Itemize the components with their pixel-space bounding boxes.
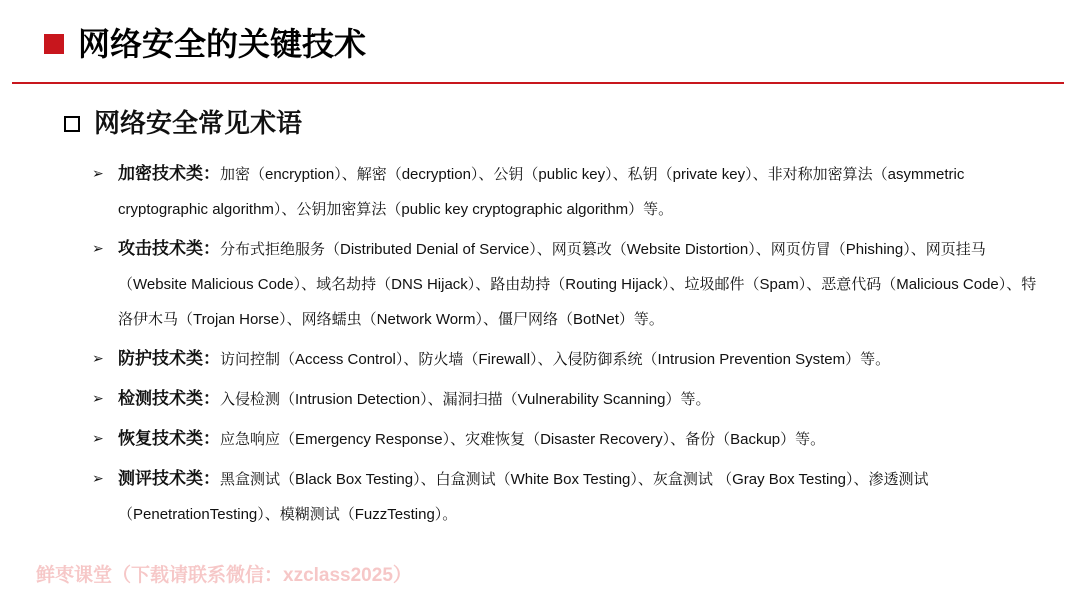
slide-header (0, 0, 1080, 84)
arrow-bullet-icon: ➢ (92, 350, 104, 366)
slide-title: 网络安全的关键技术 (78, 26, 367, 62)
term-item-evaluation (92, 461, 1042, 532)
term-item-attack (92, 231, 1042, 337)
term-item-recovery (92, 421, 1042, 457)
arrow-bullet-icon: ➢ (92, 240, 104, 256)
section-heading: 网络安全常见术语 (94, 108, 303, 138)
term-description: 分布式拒绝服务（Distributed Denial of Service）、网页篡改（Website Distortion）、网页仿冒（Phishing）、网页挂马（Website Malicious Code）、域名劫持（DNS Hijack）、路由劫持（Routing Hijack）、垃圾邮件（Spam）、恶意代码（Malicious Code）、特洛伊木马（Trojan Horse）、网络蠕虫（Network Worm）、僵尸网络（BotNet）等。 (118, 241, 1037, 328)
arrow-bullet-icon: ➢ (92, 430, 104, 446)
term-description: 加密（encryption）、解密（decryption）、公钥（public key）、私钥（private key）、非对称加密算法（asymmetric cryptographic algorithm）、公钥加密算法（public key cryptographic algorithm）等。 (118, 166, 965, 218)
arrow-bullet-icon: ➢ (92, 470, 104, 486)
term-list (92, 156, 1042, 536)
term-category: 攻击技术类： (118, 239, 220, 258)
watermark: 鲜枣课堂（下载请联系微信：xzclass2025） (36, 565, 412, 586)
term-category: 检测技术类： (118, 389, 220, 408)
term-item-detection (92, 381, 1042, 417)
term-description: 应急响应（Emergency Response）、灾难恢复（Disaster Recovery）、备份（Backup）等。 (220, 431, 826, 448)
term-category: 加密技术类： (118, 164, 220, 183)
section-square-marker-icon (64, 116, 80, 132)
arrow-bullet-icon: ➢ (92, 390, 104, 406)
term-category: 恢复技术类： (118, 429, 220, 448)
term-description: 黑盒测试（Black Box Testing）、白盒测试（White Box Testing）、灰盒测试 （Gray Box Testing）、渗透测试（PenetrationTesting）、模糊测试（FuzzTesting）。 (118, 471, 929, 523)
term-item-protection (92, 341, 1042, 377)
term-description: 访问控制（Access Control）、防火墙（Firewall）、入侵防御系统（Intrusion Prevention System）等。 (220, 351, 891, 368)
term-description: 入侵检测（Intrusion Detection）、漏洞扫描（Vulnerability Scanning）等。 (220, 391, 711, 408)
title-square-marker (44, 34, 64, 54)
term-category: 测评技术类： (118, 469, 220, 488)
term-category: 防护技术类： (118, 349, 220, 368)
title-divider (12, 82, 1064, 84)
term-item-encryption (92, 156, 1042, 227)
arrow-bullet-icon: ➢ (92, 165, 104, 181)
